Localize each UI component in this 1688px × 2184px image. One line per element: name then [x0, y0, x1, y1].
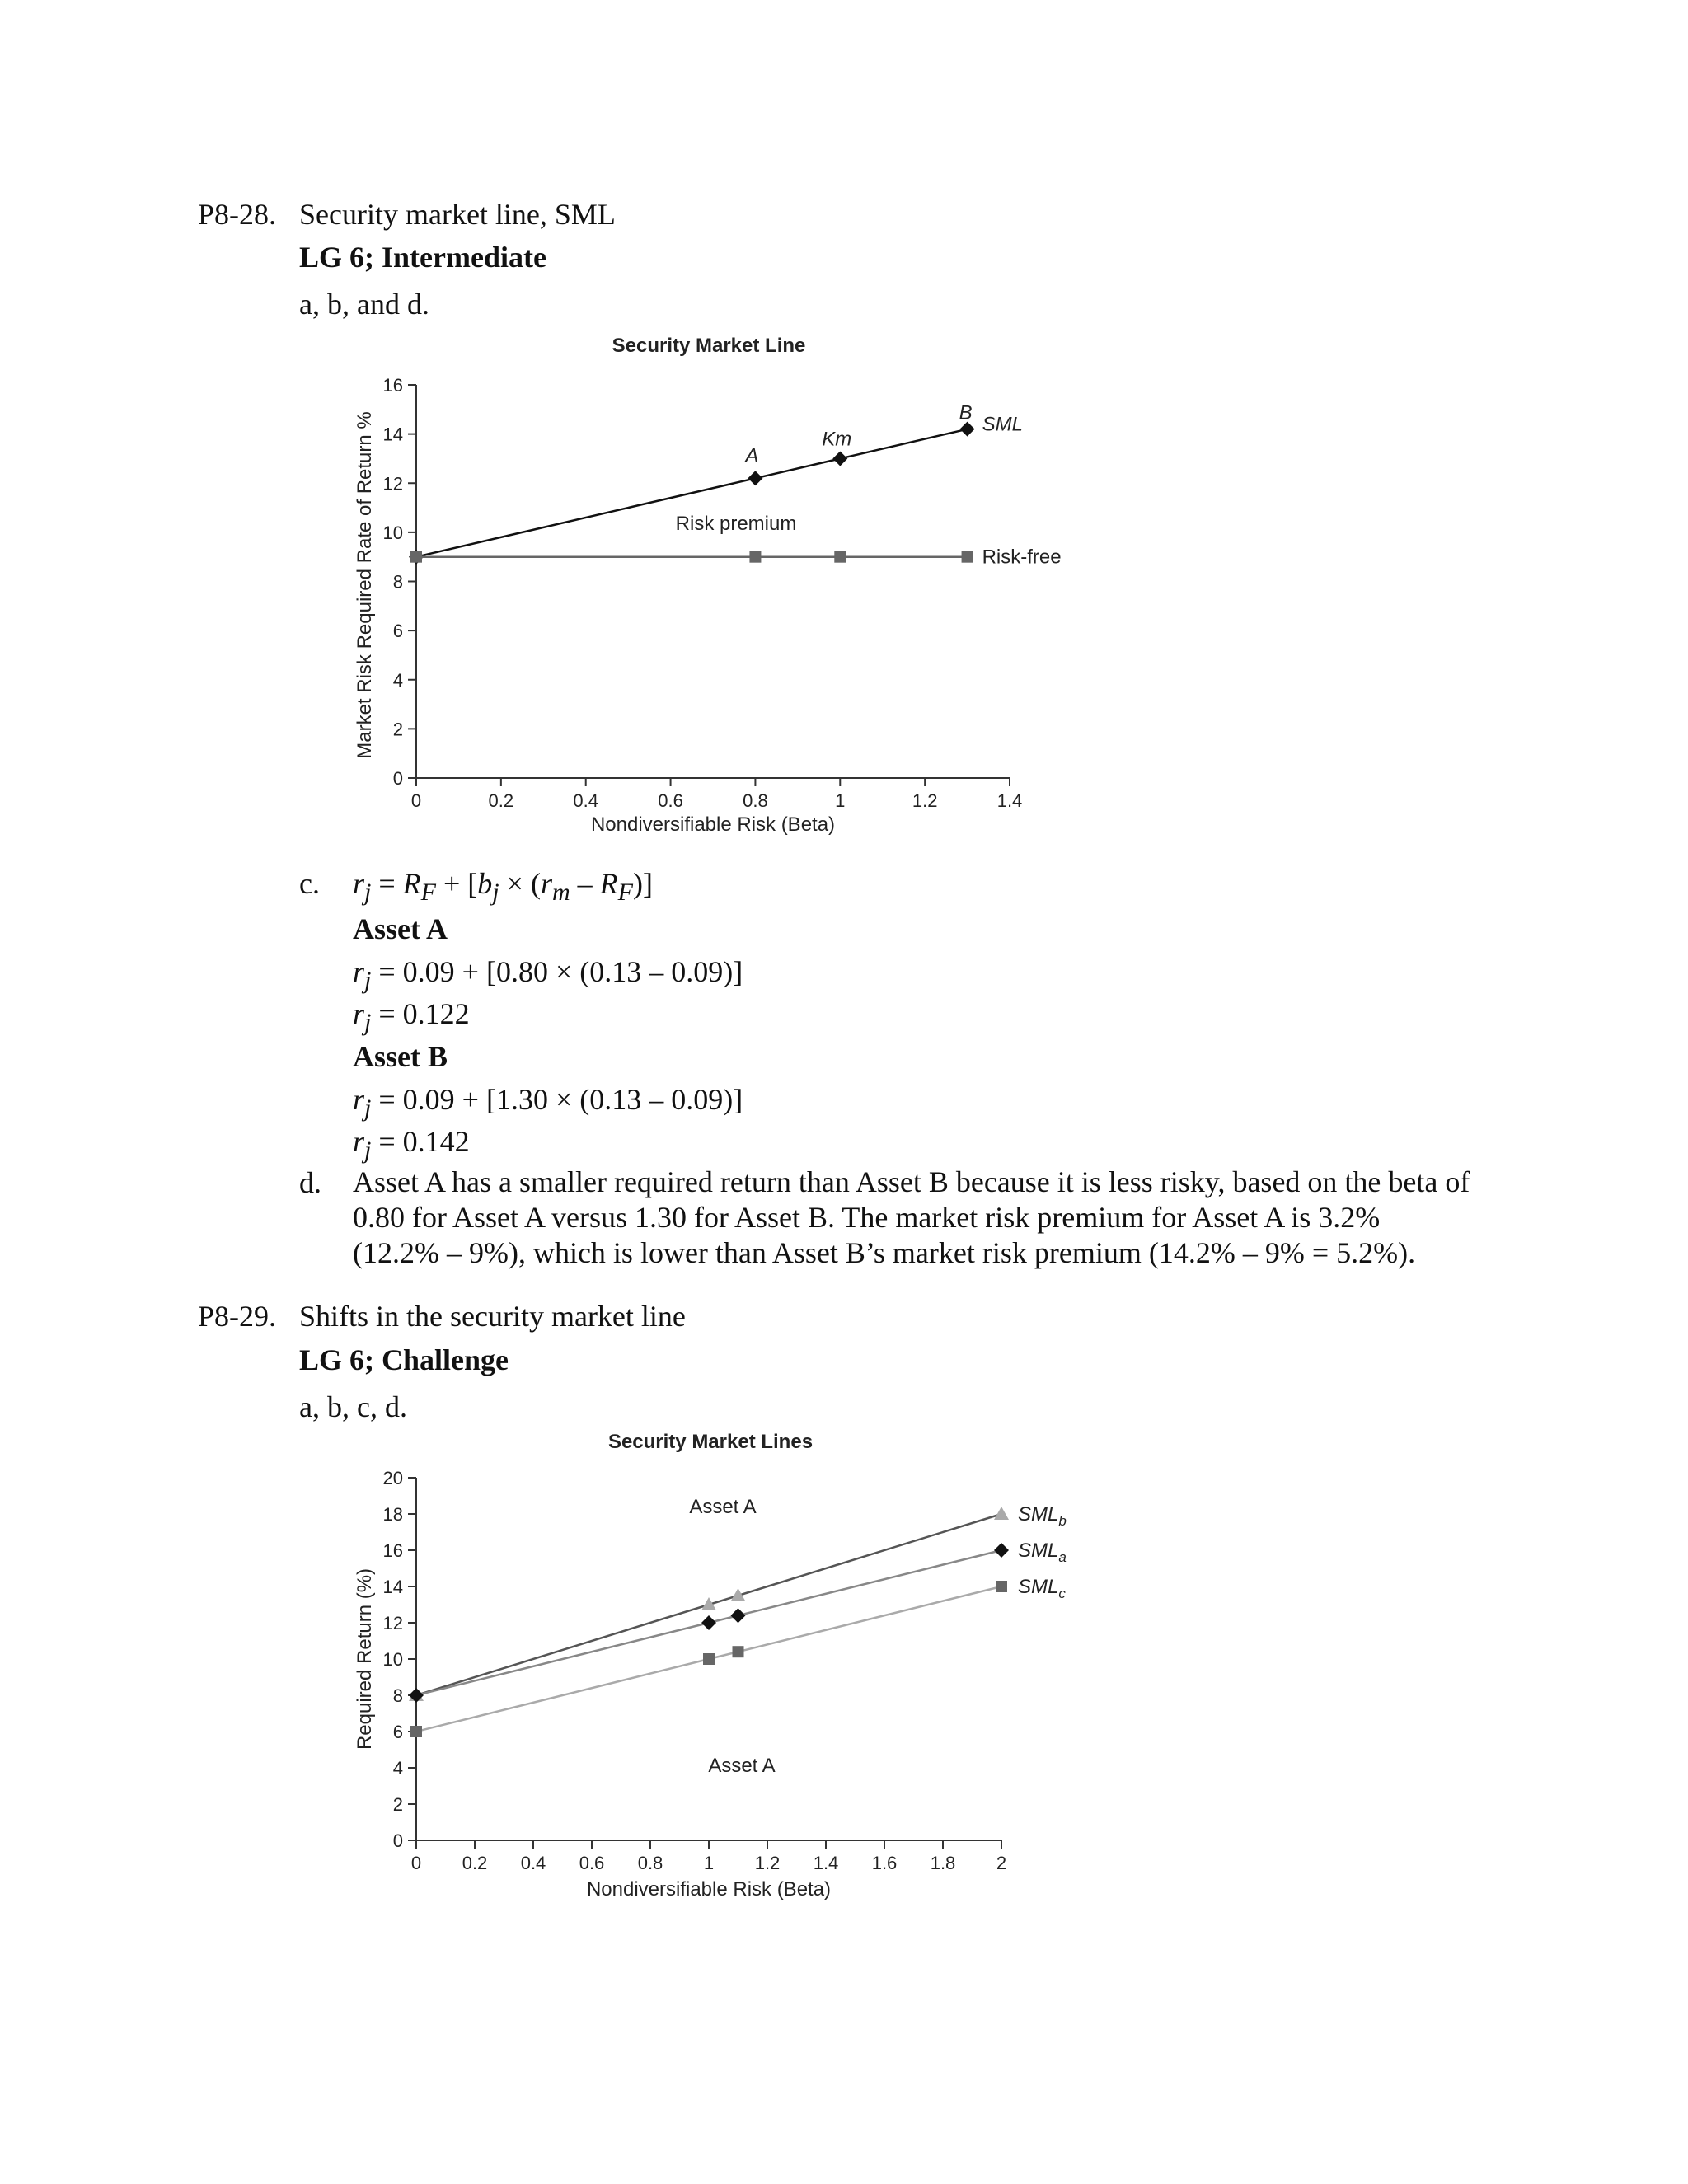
y-tick-label: 2 [392, 1794, 403, 1815]
formula-rf: R [402, 867, 421, 900]
calc-sub: j [364, 1009, 372, 1037]
calc-sub: j [364, 1137, 372, 1165]
calc-r: r [353, 1125, 365, 1158]
calc-sub: j [364, 1094, 372, 1122]
data-point [994, 1507, 1009, 1520]
y-tick-label: 6 [392, 621, 403, 642]
y-tick-label: 8 [392, 1685, 403, 1706]
x-tick-label: 1.2 [912, 790, 938, 811]
x-tick-label: 1.8 [930, 1853, 956, 1873]
y-axis-label: Required Return (%) [354, 1568, 376, 1750]
x-tick-label: 1 [703, 1853, 715, 1873]
annotation-asset-a-bottom: Asset A [708, 1755, 776, 1777]
asset-a-eq2: = 0.122 [371, 997, 470, 1030]
problem-title-2: Shifts in the security market line [299, 1300, 686, 1333]
part-d-text: Asset A has a smaller required return than Asset B because it is less risky, based on the beta of 0.80 for Asset A versus 1.30 for Asset B. The market risk premium for Asset A is 3.2% (12.2% – 9%), which is lower than Asset B’s market risk premium (14.2% – 9% = 5.2%). [353, 1165, 1470, 1269]
series-label: $SML_a$ [1018, 1540, 1067, 1565]
formula-rm: r [540, 867, 552, 900]
data-point [994, 1543, 1009, 1558]
formula-eq: = [371, 867, 403, 900]
x-tick-label: 0.8 [743, 790, 768, 811]
calc-r: r [353, 997, 365, 1030]
y-tick-label: 14 [382, 424, 403, 445]
y-tick-label: 12 [382, 1613, 403, 1633]
y-tick-label: 4 [392, 1758, 403, 1779]
part-c-label: c. [299, 867, 320, 900]
series-label-sml: SML [982, 413, 1023, 436]
formula-rf2: R [599, 867, 618, 900]
formula-minus: – [570, 867, 600, 900]
x-tick-label: 1.4 [813, 1853, 839, 1873]
data-point [410, 1726, 422, 1737]
annotation-km: Km [822, 428, 852, 451]
annotation-a: A [745, 444, 759, 467]
annotation-b: B [959, 401, 973, 424]
formula-sub-j2: j [492, 879, 499, 907]
series-label-riskfree: Risk-free [982, 546, 1062, 569]
formula-sub-f: F [420, 879, 436, 907]
problem-number-2: P8-29. [198, 1300, 277, 1333]
parts-label: a, b, and d. [299, 288, 429, 321]
data-point [996, 1581, 1007, 1592]
y-tick-label: 16 [382, 375, 403, 396]
data-point [733, 1646, 744, 1657]
asset-a-heading: Asset A [353, 912, 448, 945]
x-tick-label: 0 [410, 1853, 422, 1873]
calc-r: r [353, 955, 365, 988]
y-tick-label: 18 [382, 1504, 403, 1525]
formula-sub-f2: F [617, 879, 633, 907]
x-tick-label: 1.6 [871, 1853, 898, 1873]
learning-goal-2: LG 6; Challenge [299, 1343, 509, 1376]
x-tick-label: 1 [835, 790, 846, 811]
y-tick-label: 0 [392, 1830, 403, 1851]
part-d-label: d. [299, 1166, 321, 1199]
x-tick-label: 0.8 [637, 1853, 663, 1873]
y-tick-label: 6 [392, 1722, 403, 1742]
data-point [731, 1608, 746, 1623]
y-tick-label: 20 [382, 1468, 403, 1488]
y-tick-label: 16 [382, 1540, 403, 1561]
x-tick-label: 1.4 [996, 790, 1023, 811]
series-label: $SML_b$ [1018, 1503, 1067, 1529]
y-tick-label: 8 [392, 571, 403, 593]
problem-number: P8-28. [198, 198, 277, 231]
x-tick-label: 0.4 [520, 1853, 546, 1873]
formula-plus: + [ [436, 867, 478, 900]
x-axis-label: Nondiversifiable Risk (Beta) [586, 1878, 832, 1900]
y-tick-label: 4 [392, 669, 403, 691]
y-tick-label: 2 [392, 719, 403, 740]
y-tick-label: 10 [382, 1649, 403, 1670]
asset-b-eq2: = 0.142 [371, 1125, 470, 1158]
parts-label-2: a, b, c, d. [299, 1390, 407, 1423]
formula-r: r [353, 867, 365, 900]
formula-sub-j: j [364, 879, 372, 907]
x-tick-label: 2 [996, 1853, 1007, 1873]
y-tick-label: 14 [382, 1577, 403, 1597]
y-axis-label: Market Risk Required Rate of Return % [354, 411, 376, 759]
formula-times: × ( [499, 867, 541, 900]
formula-b: b [477, 867, 493, 900]
annotation-asset-a-top: Asset A [689, 1496, 757, 1518]
x-axis-label: Nondiversifiable Risk (Beta) [590, 813, 836, 836]
asset-b-eq1: = 0.09 + [1.30 × (0.13 – 0.09)] [371, 1083, 743, 1116]
x-tick-label: 0.6 [658, 790, 683, 811]
y-tick-label: 12 [382, 473, 403, 494]
calc-sub: j [364, 967, 372, 995]
calc-r: r [353, 1083, 365, 1116]
data-point [701, 1615, 716, 1630]
x-tick-label: 0.4 [573, 790, 599, 811]
problem-title: Security market line, SML [299, 198, 616, 231]
asset-a-eq1: = 0.09 + [0.80 × (0.13 – 0.09)] [371, 955, 743, 988]
x-tick-label: 0 [410, 790, 422, 811]
y-tick-label: 0 [392, 768, 403, 789]
asset-b-heading: Asset B [353, 1040, 448, 1073]
learning-goal: LG 6; Intermediate [299, 241, 546, 274]
x-tick-label: 0.2 [488, 790, 514, 811]
chart-title: Security Market Lines [607, 1431, 814, 1453]
x-tick-label: 0.6 [579, 1853, 605, 1873]
formula-sub-m: m [551, 879, 570, 907]
x-tick-label: 0.2 [462, 1853, 488, 1873]
formula-close: )] [632, 867, 653, 900]
data-point [703, 1653, 715, 1665]
y-tick-label: 10 [382, 522, 403, 543]
x-tick-label: 1.2 [754, 1853, 781, 1873]
chart-title: Security Market Line [612, 335, 806, 357]
annotation-risk-premium: Risk premium [675, 513, 797, 535]
series-label: $SML_c$ [1018, 1576, 1066, 1601]
